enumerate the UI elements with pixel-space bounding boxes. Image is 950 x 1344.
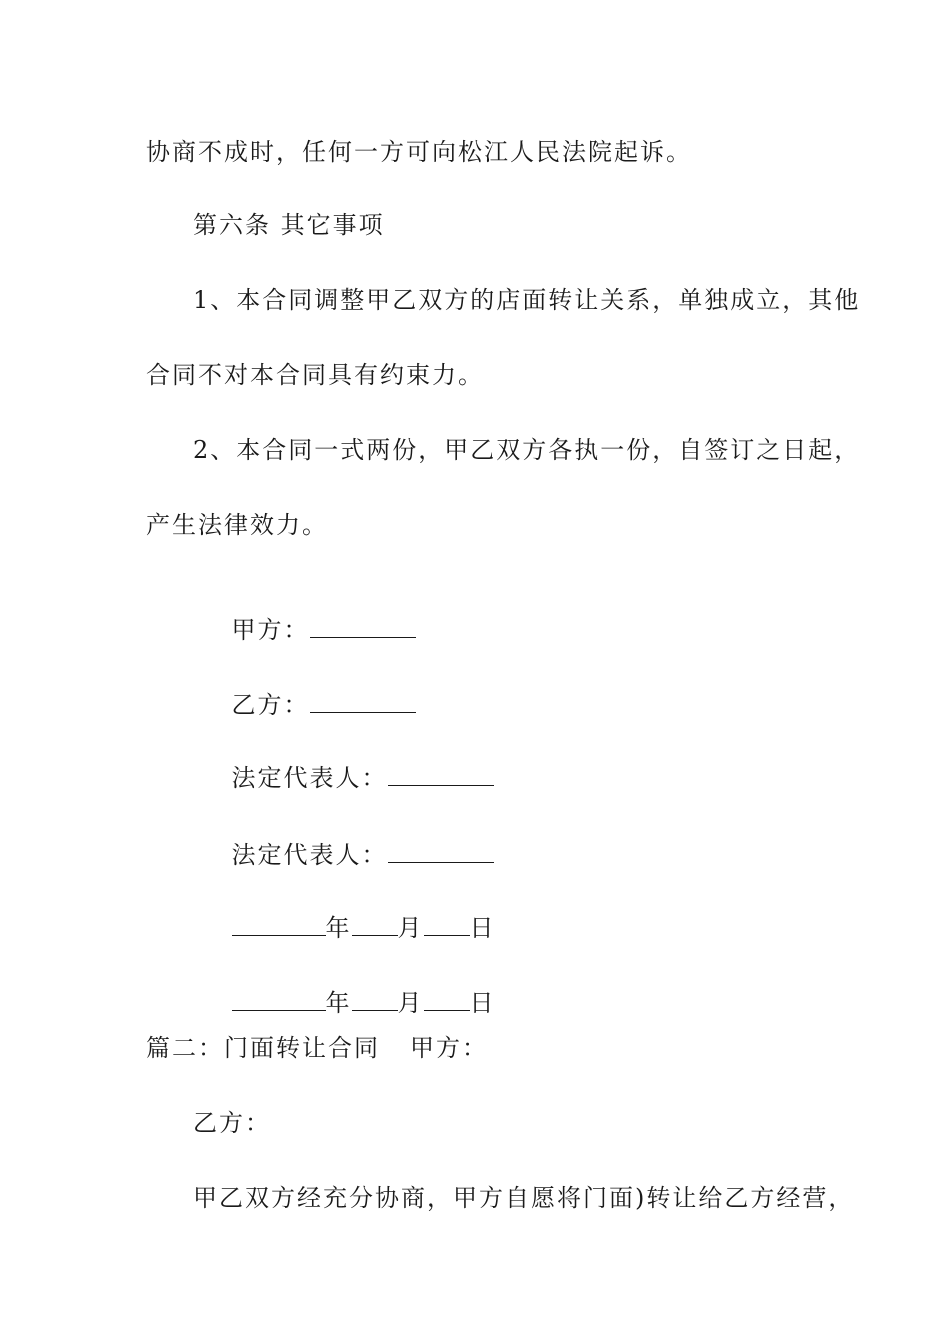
signature-blank <box>388 840 494 863</box>
section-two-party-a: 甲方： <box>410 1034 488 1062</box>
day-blank <box>424 988 470 1011</box>
month-blank <box>352 988 398 1011</box>
paragraph-line: 1、本合同调整甲乙双方的店面转让关系，单独成立，其他 <box>193 286 861 314</box>
year-label: 年 <box>325 914 352 942</box>
party-a-label: 甲方： <box>231 616 310 644</box>
legal-rep-label: 法定代表人： <box>231 841 388 869</box>
year-blank <box>232 913 326 936</box>
paragraph-line: 甲乙双方经充分协商，甲方自愿将门面)转让给乙方经营， <box>193 1184 855 1212</box>
signature-blank <box>388 763 494 786</box>
day-label: 日 <box>469 989 496 1017</box>
legal-rep-label: 法定代表人： <box>231 764 388 792</box>
month-label: 月 <box>397 989 424 1017</box>
day-label: 日 <box>469 914 496 942</box>
paragraph-line: 2、本合同一式两份，甲乙双方各执一份，自签订之日起， <box>193 436 861 464</box>
month-label: 月 <box>397 914 424 942</box>
paragraph-line: 产生法律效力。 <box>146 511 328 539</box>
section-two-party-b: 乙方： <box>193 1109 271 1137</box>
paragraph-line: 协商不成时，任何一方可向松江人民法院起诉。 <box>146 138 692 166</box>
signature-blank <box>310 615 416 638</box>
year-blank <box>232 988 326 1011</box>
paragraph-line: 合同不对本合同具有约束力。 <box>146 361 484 389</box>
section-two-heading: 篇二：门面转让合同 <box>146 1034 380 1062</box>
month-blank <box>352 913 398 936</box>
signature-blank <box>310 690 416 713</box>
party-b-label: 乙方： <box>231 691 310 719</box>
article-heading: 第六条 其它事项 <box>193 211 385 239</box>
day-blank <box>424 913 470 936</box>
year-label: 年 <box>325 989 352 1017</box>
